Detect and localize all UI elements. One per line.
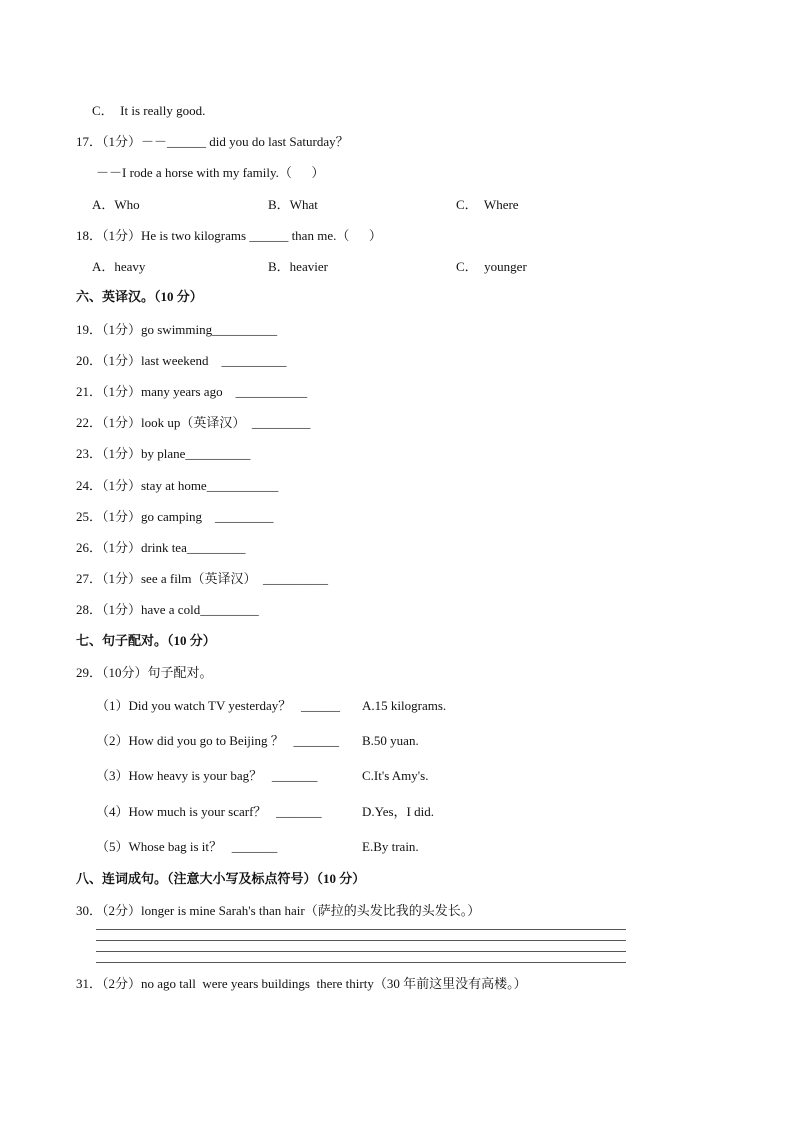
q17-stem: 17．（1分）－－______ did you do last Saturday？	[76, 134, 349, 149]
q18-option-a: A．heavy	[92, 259, 146, 274]
pair-2-answer: B.50 yuan.	[362, 733, 419, 748]
q17-option-b: B．What	[268, 197, 318, 212]
q17-option-a: A．Who	[92, 197, 140, 212]
q30: 30．（2分）longer is mine Sarah's than hair（萨拉的头发比我的头发长。）	[76, 903, 481, 918]
section7-heading: 七、句子配对。（10 分）	[76, 633, 216, 648]
section6-heading: 六、英译汉。（10 分）	[76, 289, 203, 304]
answer-line-3	[96, 951, 626, 952]
q31: 31．（2分）no ago tall were years buildings there thirty（30 年前这里没有高楼。）	[76, 976, 527, 991]
pair-4-answer: D.Yes，I did.	[362, 804, 434, 819]
pair-3-question: （3）How heavy is your bag？ _______	[96, 768, 318, 783]
q17-option-c: C． Where	[456, 197, 519, 212]
section8-heading: 八、连词成句。（注意大小写及标点符号）（10 分）	[76, 871, 366, 886]
pair-5-answer: E.By train.	[362, 839, 419, 854]
q18-option-c: C． younger	[456, 259, 527, 274]
q22: 22．（1分）look up（英译汉） _________	[76, 415, 311, 430]
q28: 28．（1分）have a cold_________	[76, 602, 259, 617]
pair-3-answer: C.It's Amy's.	[362, 768, 429, 783]
q18-option-b: B．heavier	[268, 259, 328, 274]
q25: 25．（1分）go camping _________	[76, 509, 274, 524]
pair-1-question: （1）Did you watch TV yesterday？ ______	[96, 698, 340, 713]
answer-line-2	[96, 940, 626, 941]
q20: 20．（1分）last weekend __________	[76, 353, 287, 368]
pair-5-question: （5）Whose bag is it？ _______	[96, 839, 278, 854]
q17-answer-line: －－I rode a horse with my family.（ ）	[96, 165, 325, 180]
pair-4-question: （4）How much is your scarf？ _______	[96, 804, 322, 819]
pair-2-question: （2）How did you go to Beijing ？ _______	[96, 733, 340, 748]
q27: 27．（1分）see a film（英译汉） __________	[76, 571, 329, 586]
q29-stem: 29．（10分）句子配对。	[76, 665, 213, 680]
pair-1-answer: A.15 kilograms.	[362, 698, 447, 713]
q16-option-c: C． It is really good.	[92, 103, 206, 118]
q23: 23．（1分）by plane__________	[76, 446, 251, 461]
q19: 19．（1分）go swimming__________	[76, 322, 278, 337]
answer-line-4	[96, 962, 626, 963]
q26: 26．（1分）drink tea_________	[76, 540, 246, 555]
q18-stem: 18．（1分）He is two kilograms ______ than me.（ ）	[76, 228, 382, 243]
answer-line-1	[96, 929, 626, 930]
q24: 24．（1分）stay at home___________	[76, 478, 279, 493]
q21: 21．（1分）many years ago ___________	[76, 384, 308, 399]
